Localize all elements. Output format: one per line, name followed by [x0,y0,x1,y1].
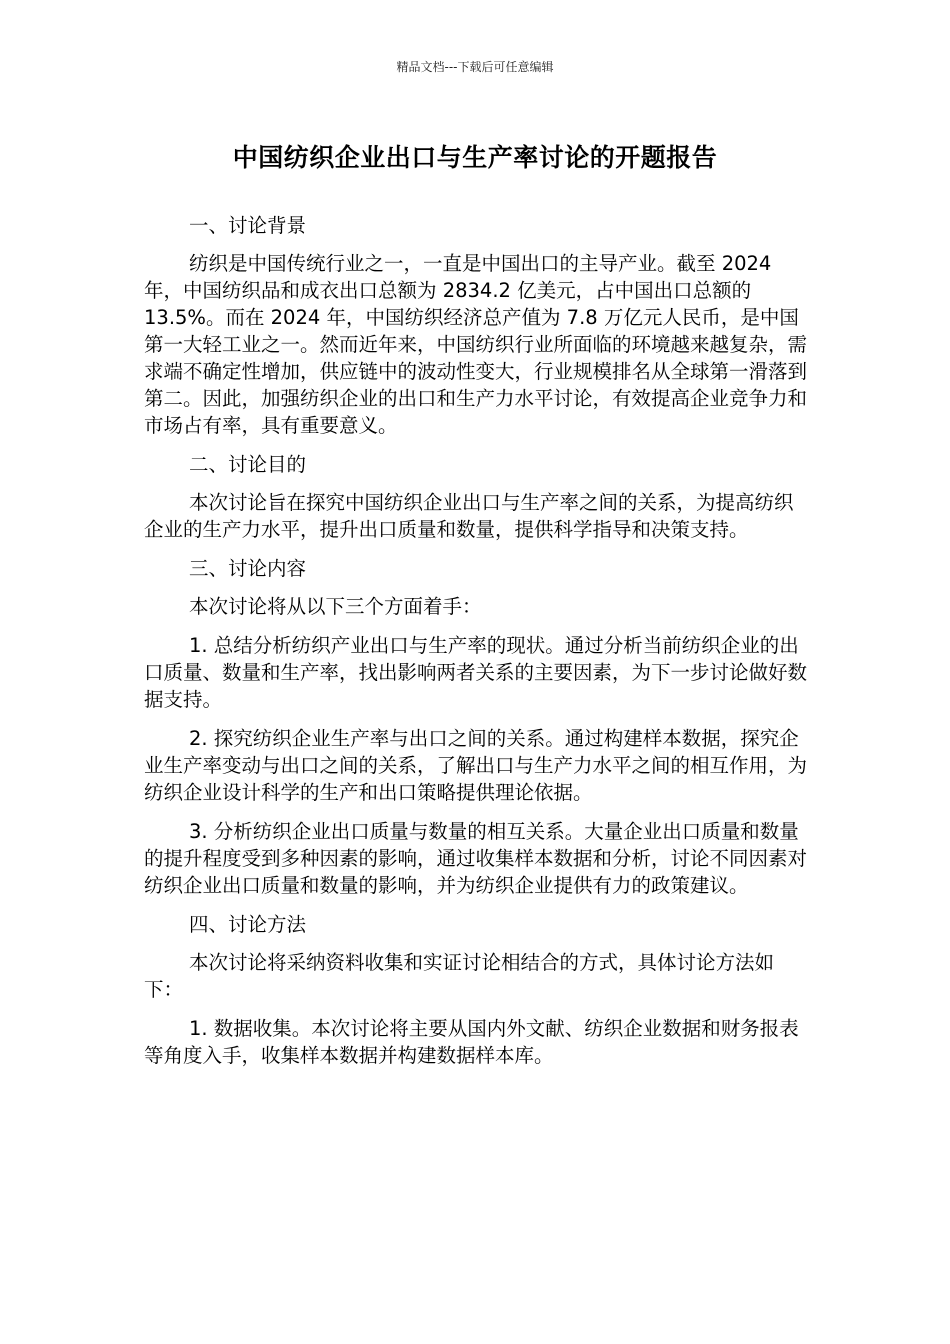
paragraph-method-intro: 本次讨论将采纳资料收集和实证讨论相结合的方式，具体讨论方法如下： [144,951,775,1001]
section-heading-background: 一、讨论背景 [189,214,307,237]
list-item-method-1: 1. 数据收集。本次讨论将主要从国内外文献、纺织企业数据和财务报表等角度入手，收集样本数据并构建数据样本库。 [144,1017,799,1067]
document-body [144,212,808,1081]
page-title: 中国纺织企业出口与生产率讨论的开题报告 [232,143,718,172]
list-item-content-2: 2. 探究纺织企业生产率与出口之间的关系。通过构建样本数据，探究企业生产率变动与出口之间的关系，了解出口与生产力水平之间的相互作用，为纺织企业设计科学的生产和出口策略提供理论依据。 [144,727,808,804]
header-note: 精品文档---下载后可任意编辑 [396,60,554,74]
paragraph-content-intro: 本次讨论将从以下三个方面着手： [189,595,482,618]
paragraph-purpose: 本次讨论旨在探究中国纺织企业出口与生产率之间的关系，为提高纺织企业的生产力水平，提升出口质量和数量，提供科学指导和决策支持。 [144,491,794,541]
list-item-content-1: 1. 总结分析纺织产业出口与生产率的现状。通过分析当前纺织企业的出口质量、数量和生产率，找出影响两者关系的主要因素，为下一步讨论做好数据支持。 [144,634,808,711]
section-heading-content: 三、讨论内容 [189,557,307,580]
list-item-content-3: 3. 分析纺织企业出口质量与数量的相互关系。大量企业出口质量和数量的提升程度受到多种因素的影响，通过收集样本数据和分析，讨论不同因素对纺织企业出口质量和数量的影响，并为纺织企业提供有力的政策建议。 [144,820,808,897]
section-heading-method: 四、讨论方法 [189,913,307,936]
section-heading-purpose: 二、讨论目的 [189,453,307,476]
paragraph-background: 纺织是中国传统行业之一，一直是中国出口的主导产业。截至 2024 年，中国纺织品和成衣出口总额为 2834.2 亿美元，占中国出口总额的 13.5%。而在 2024 年，中国纺织经济总产值为 7.8 万亿元人民币，是中国第一大轻工业之一。然而近年来，中国纺织行业所面临的环境越来越复杂，需求端不确定性增加，供应链中的波动性变大，行业规模排名从全球第一滑落到第二。因此，加强纺织企业的出口和生产力水平讨论，有效提高企业竞争力和市场占有率，具有重要意义。 [144,252,808,437]
